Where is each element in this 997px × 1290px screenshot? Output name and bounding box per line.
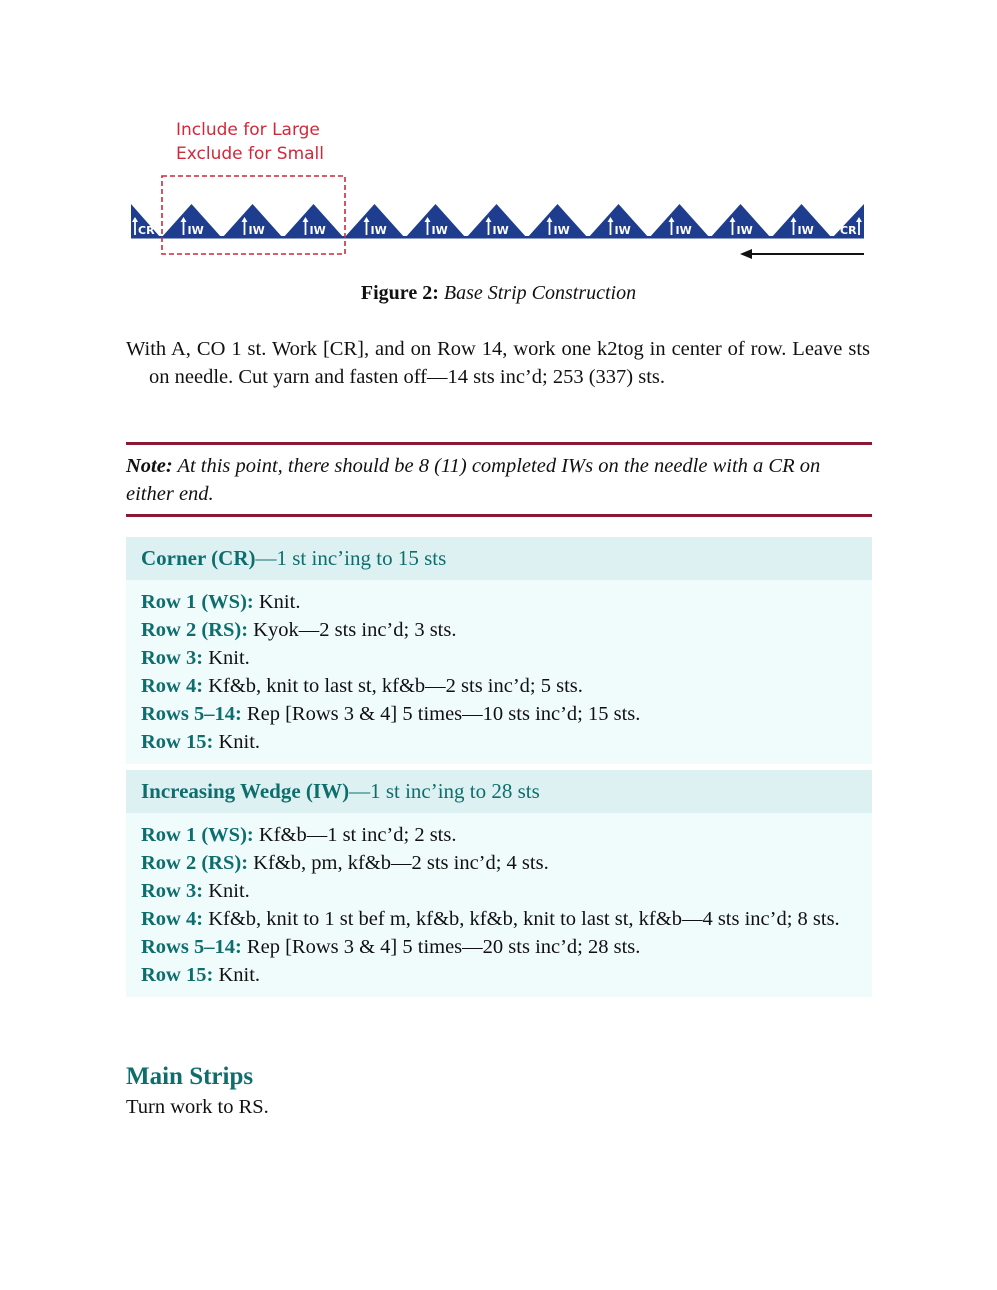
- wedge-label: IW: [553, 224, 570, 237]
- row-label: Row 4:: [141, 675, 204, 697]
- corner-row: [141, 700, 860, 728]
- corner-row: [141, 588, 860, 616]
- section-title-main-strips: Main Strips: [126, 1063, 254, 1090]
- wedge-label: IW: [614, 224, 631, 237]
- row-text: Kf&b, knit to last st, kf&b—2 sts inc’d; 5 sts.: [208, 675, 583, 697]
- row-text: Knit.: [208, 880, 250, 902]
- wedge-row: [141, 821, 860, 849]
- wedge-label: CR: [138, 224, 155, 237]
- corner-row: [141, 728, 860, 756]
- figure-caption: [0, 282, 997, 305]
- corner-title: Corner (CR): [141, 546, 256, 570]
- wedge-label: IW: [797, 224, 814, 237]
- base-strip-figure: [128, 114, 868, 264]
- wedge-title: Increasing Wedge (IW): [141, 779, 350, 803]
- row-text: Kf&b—1 st inc’d; 2 sts.: [258, 824, 457, 846]
- row-label: Row 3:: [141, 880, 204, 902]
- note-label: Note:: [126, 455, 173, 477]
- wedge-label: IW: [736, 224, 753, 237]
- row-text: Rep [Rows 3 & 4] 5 times—10 sts inc’d; 15 sts.: [246, 703, 641, 725]
- intro-paragraph: With A, CO 1 st. Work [CR], and on Row 14, work one k2tog in center of row. Leave sts on needle. Cut yarn and fasten off—14 sts inc’d; 253 (337) sts.: [126, 338, 870, 388]
- main-strips-text: Turn work to RS.: [126, 1096, 269, 1118]
- corner-row: [141, 672, 860, 700]
- wedge-subtitle: —1 st inc’ing to 28 sts: [349, 779, 540, 803]
- row-text: Kf&b, knit to 1 st bef m, kf&b, kf&b, knit to last st, kf&b—4 sts inc’d; 8 sts.: [208, 908, 840, 930]
- callout-line-large: Include for Large: [176, 120, 320, 140]
- wedge-label: IW: [370, 224, 387, 237]
- wedge-rows: [126, 813, 872, 997]
- wedge-row: [141, 849, 860, 877]
- wedge-label: IW: [675, 224, 692, 237]
- left-arrow-icon: [740, 249, 752, 259]
- caption-label: Figure 2:: [360, 282, 439, 304]
- wedge-row: [141, 905, 860, 933]
- wedge-row: [141, 933, 860, 961]
- row-text: Knit.: [208, 647, 250, 669]
- row-text: Rep [Rows 3 & 4] 5 times—20 sts inc’d; 28 sts.: [246, 936, 641, 958]
- wedge-row: [141, 877, 860, 905]
- corner-header: [126, 537, 872, 580]
- row-label: Rows 5–14:: [141, 703, 242, 725]
- note-box: [126, 442, 872, 517]
- row-label: Row 15:: [141, 731, 214, 753]
- row-label: Row 4:: [141, 908, 204, 930]
- wedge-label: CR: [840, 224, 857, 237]
- row-label: Row 2 (RS):: [141, 852, 249, 874]
- row-text: Kf&b, pm, kf&b—2 sts inc’d; 4 sts.: [253, 852, 549, 874]
- row-text: Kyok—2 sts inc’d; 3 sts.: [253, 619, 457, 641]
- wedge-row: [141, 961, 860, 989]
- row-label: Row 15:: [141, 964, 214, 986]
- wedge-label: IW: [248, 224, 265, 237]
- size-callout: [176, 118, 324, 166]
- row-label: Row 3:: [141, 647, 204, 669]
- row-label: Row 2 (RS):: [141, 619, 249, 641]
- corner-row: [141, 616, 860, 644]
- row-text: Knit.: [218, 731, 261, 753]
- corner-subtitle: —1 st inc’ing to 15 sts: [255, 546, 447, 570]
- row-label: Row 1 (WS):: [141, 591, 254, 613]
- wedge-label: IW: [492, 224, 509, 237]
- corner-box: [126, 537, 872, 764]
- wedge-label: IW: [187, 224, 204, 237]
- wedge-label: IW: [309, 224, 326, 237]
- caption-text: Base Strip Construction: [443, 282, 637, 304]
- callout-line-small: Exclude for Small: [176, 144, 324, 164]
- note-text: At this point, there should be 8 (11) completed IWs on the needle with a CR on either end.: [126, 455, 821, 505]
- row-text: Knit.: [258, 591, 301, 613]
- corner-rows: [126, 580, 872, 764]
- row-text: Knit.: [218, 964, 261, 986]
- row-label: Rows 5–14:: [141, 936, 242, 958]
- wedge-label: IW: [431, 224, 448, 237]
- row-label: Row 1 (WS):: [141, 824, 254, 846]
- corner-row: [141, 644, 860, 672]
- wedge-header: [126, 770, 872, 813]
- wedge-box: [126, 770, 872, 997]
